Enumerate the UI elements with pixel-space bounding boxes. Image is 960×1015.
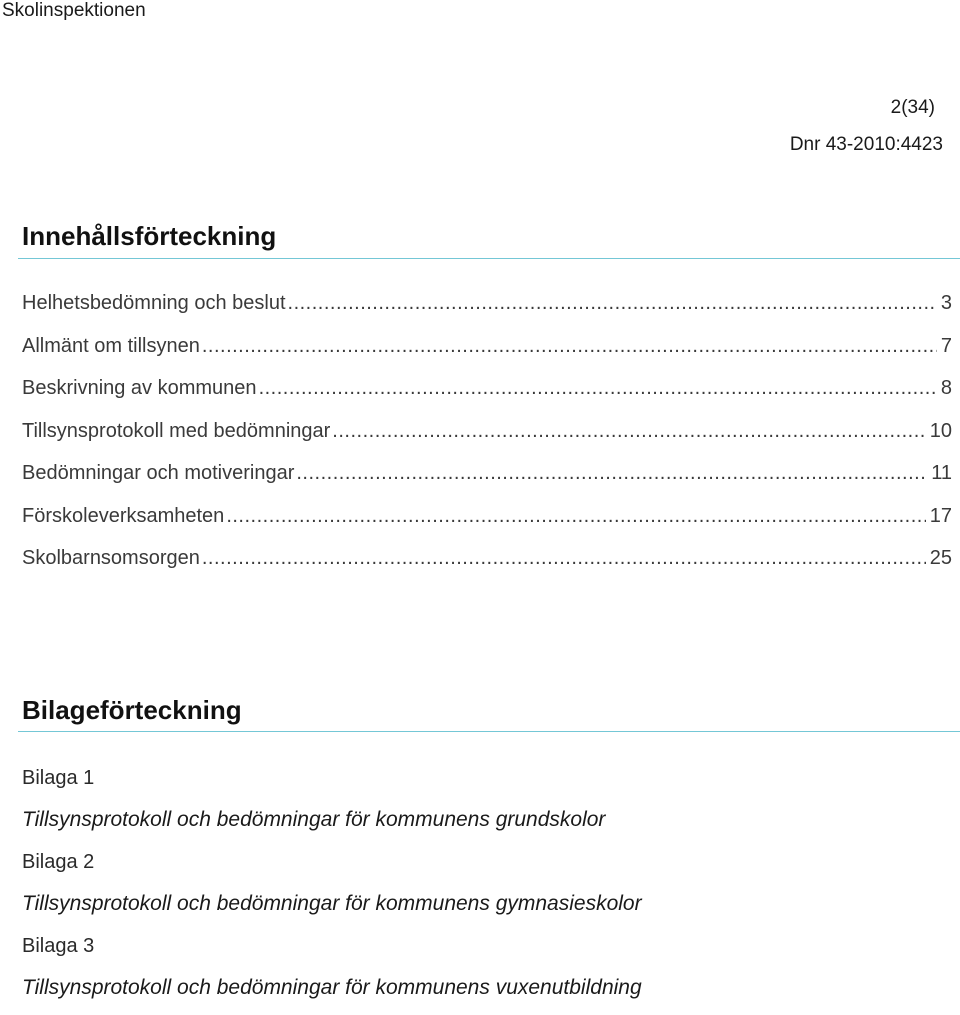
toc-entry-page: 10 [929, 419, 952, 442]
toc-entry-title: Allmänt om tillsynen [22, 334, 200, 357]
toc-entry[interactable] [22, 501, 952, 544]
toc-entry-page: 17 [929, 504, 952, 527]
attachment-label: Bilaga 2 [22, 851, 95, 873]
toc-entry-page: 7 [940, 334, 952, 357]
table-of-contents [22, 288, 952, 586]
toc-entry[interactable] [22, 543, 952, 586]
toc-entry[interactable] [22, 331, 952, 374]
attachments-list [22, 763, 952, 1015]
attachments-heading-rule [18, 731, 960, 732]
toc-entry-page: 3 [940, 292, 952, 314]
toc-entry[interactable] [22, 373, 952, 416]
toc-heading-rule [18, 258, 960, 259]
toc-dot-leader [296, 458, 927, 488]
toc-entry-page: 11 [931, 462, 952, 484]
toc-heading: Innehållsförteckning [22, 221, 277, 251]
document-reference-number: Dnr 43-2010:4423 [789, 134, 943, 155]
toc-entry-title: Helhetsbedömning och beslut [22, 292, 286, 314]
attachments-heading: Bilageförteckning [22, 695, 242, 725]
toc-dot-leader [202, 331, 937, 361]
toc-dot-leader [288, 288, 937, 318]
toc-entry-page: 8 [940, 377, 952, 399]
toc-entry-title: Tillsynsprotokoll med bedömningar [22, 419, 331, 442]
attachment-label: Bilaga 1 [22, 767, 95, 789]
toc-entry[interactable] [22, 458, 952, 501]
attachment-description: Tillsynsprotokoll och bedömningar för kommunens grundskolor [22, 808, 606, 831]
attachment-label: Bilaga 3 [22, 935, 95, 957]
toc-dot-leader [226, 501, 925, 531]
toc-entry-title: Beskrivning av kommunen [22, 377, 257, 399]
toc-entry-title: Bedömningar och motiveringar [22, 462, 295, 484]
toc-entry-page: 25 [929, 547, 952, 569]
toc-entry-title: Förskoleverksamheten [22, 504, 225, 527]
attachment-description: Tillsynsprotokoll och bedömningar för kommunens vuxenutbildning [22, 976, 642, 999]
attachment-description: Tillsynsprotokoll och bedömningar för kommunens gymnasieskolor [22, 892, 642, 915]
toc-entry[interactable] [22, 416, 952, 459]
organization-name: Skolinspektionen [2, 0, 146, 21]
toc-entry[interactable] [22, 288, 952, 331]
toc-dot-leader [332, 416, 925, 446]
toc-entry-title: Skolbarnsomsorgen [22, 547, 200, 569]
page-number: 2(34) [890, 97, 935, 118]
toc-dot-leader [202, 543, 926, 573]
toc-dot-leader [259, 373, 937, 403]
